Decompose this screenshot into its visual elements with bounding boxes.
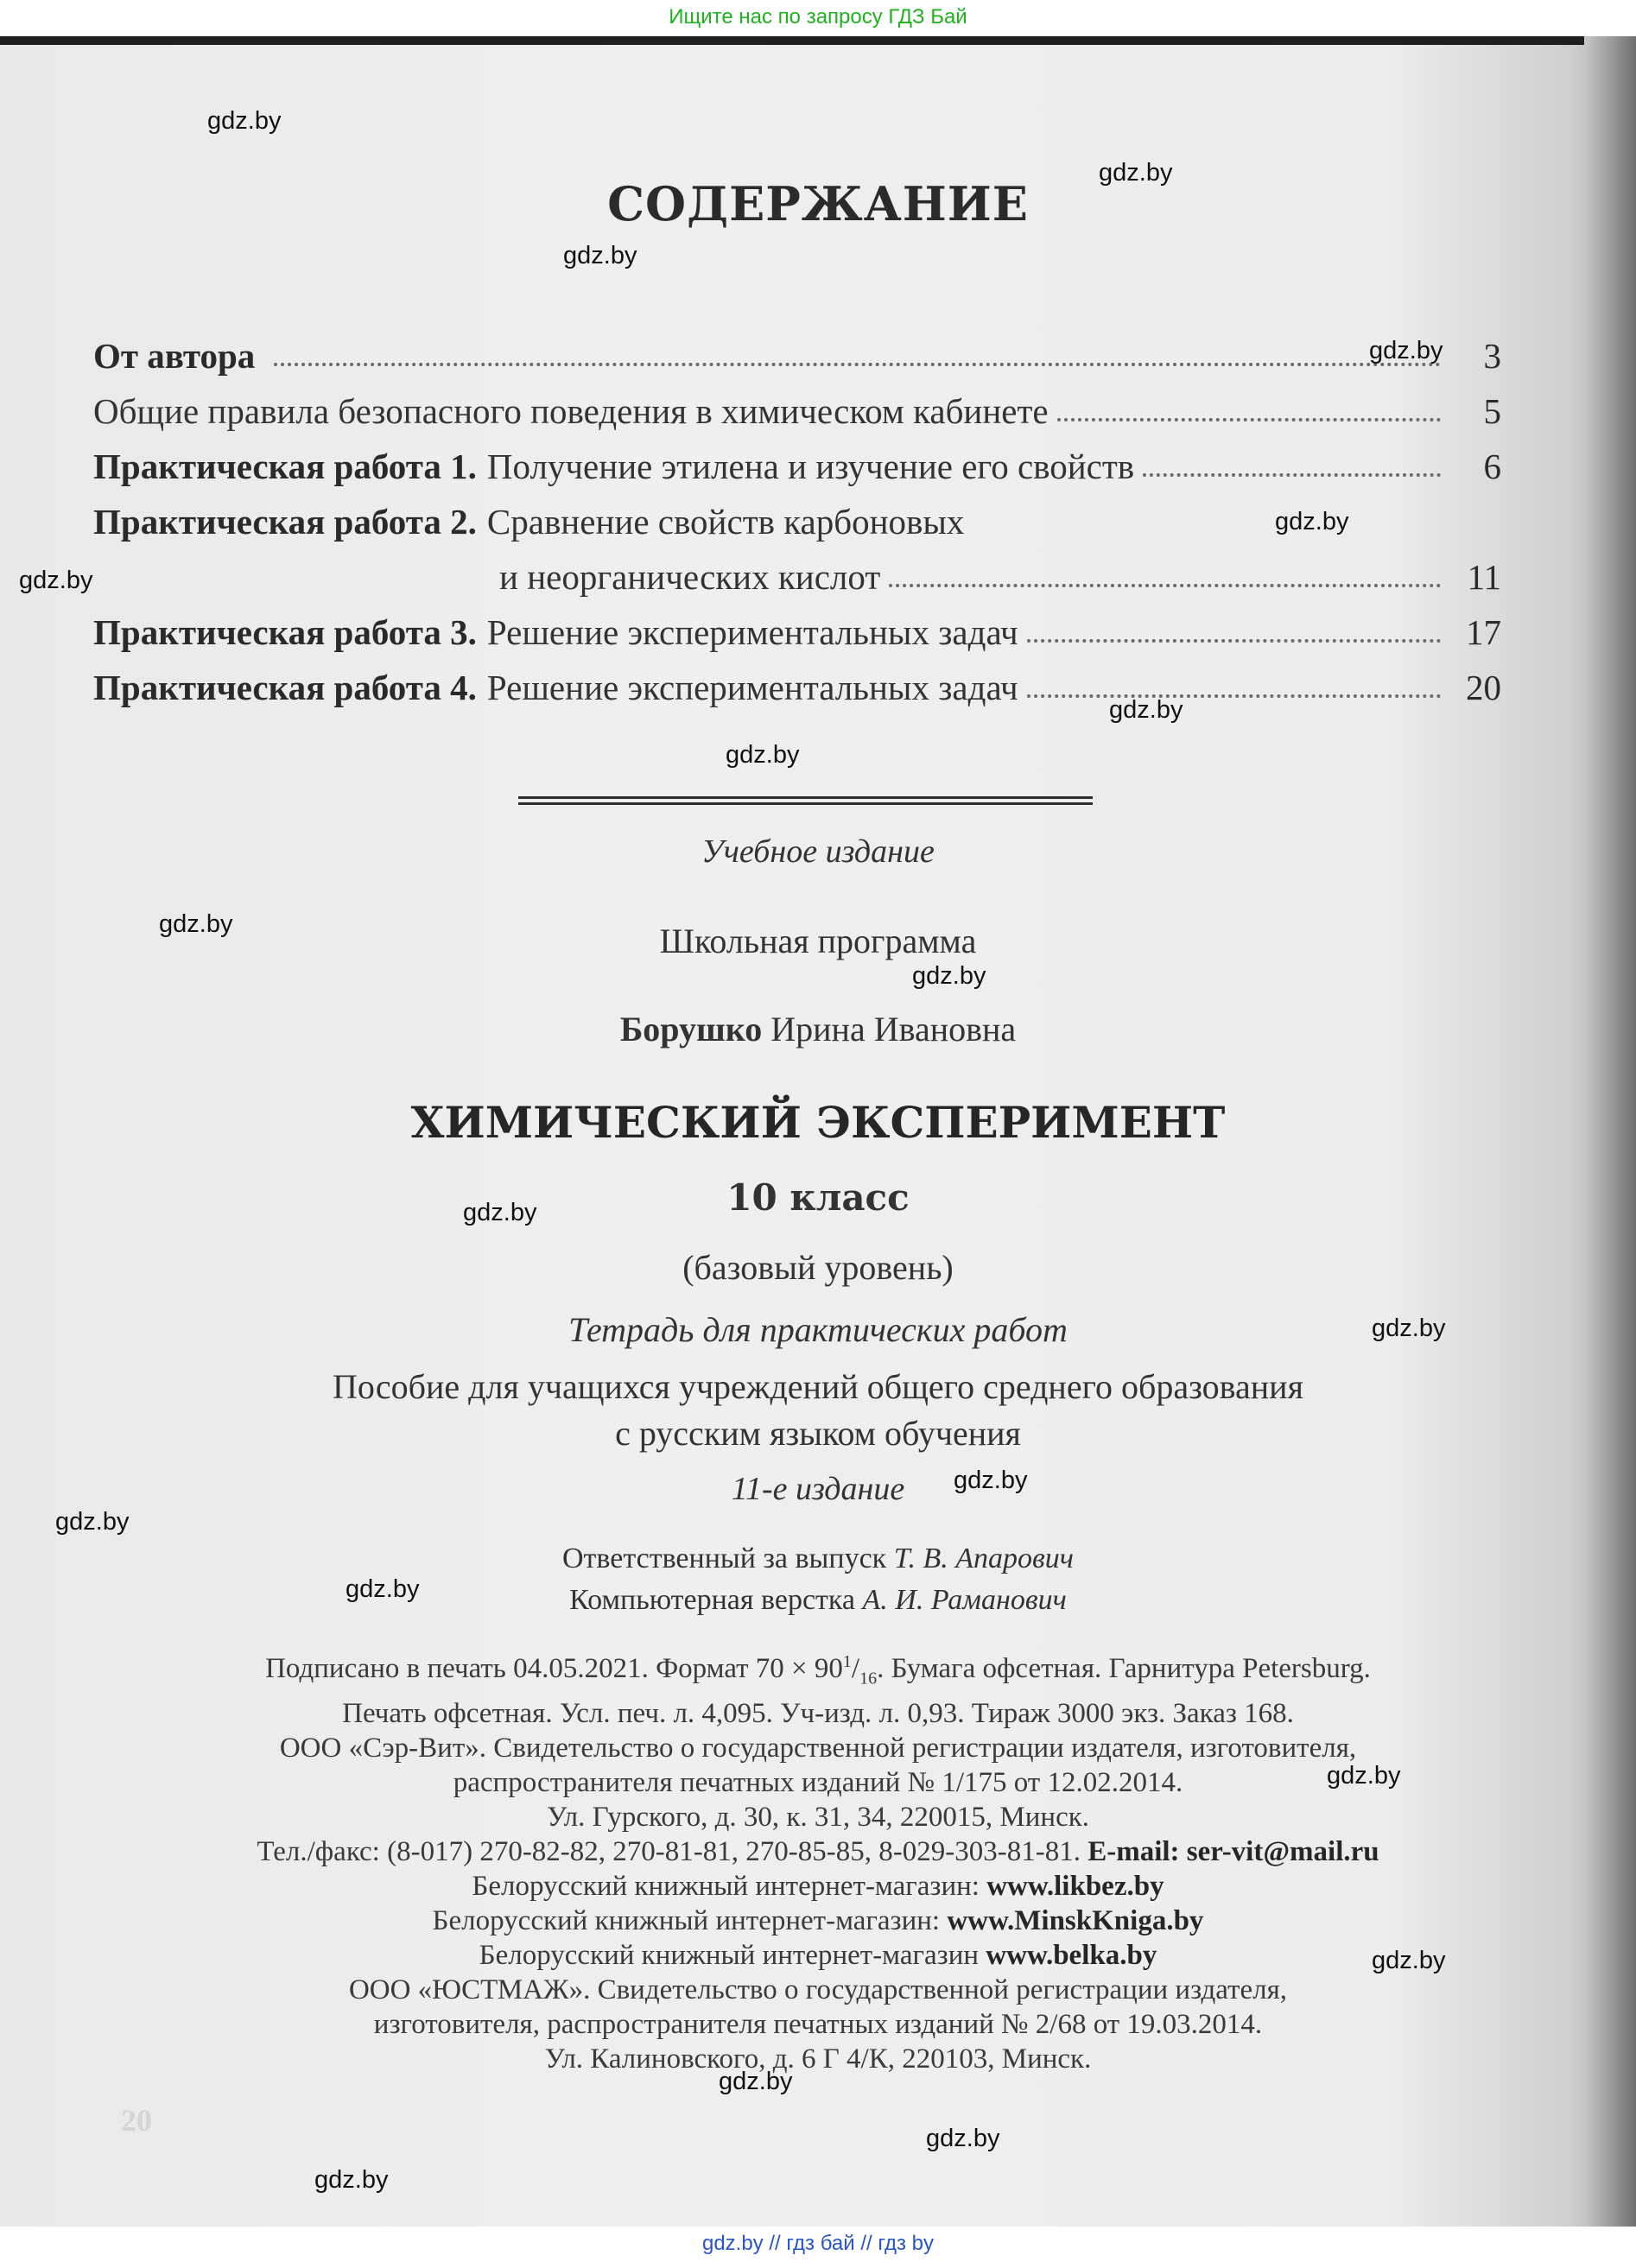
imprint-line: распространителя печатных изданий № 1/175 от 12.02.2014. — [453, 1766, 1183, 1798]
toc-entry-title: Сравнение свойств карбоновых — [486, 502, 965, 542]
imprint-text: Подписано в печать 04.05.2021. Формат 70 × 90 — [265, 1653, 843, 1684]
contents-heading: СОДЕРЖАНИЕ — [607, 176, 1029, 231]
toc-entry — [93, 321, 1501, 377]
responsible-name: Т. В. Апарович — [893, 1543, 1074, 1574]
imprint-text: . Бумага офсетная. Гарнитура Petersburg. — [877, 1653, 1371, 1684]
double-rule-divider — [518, 796, 1093, 805]
imprint-text: Белорусский книжный интернет-магазин: — [432, 1904, 941, 1936]
imprint-sub: 16 — [859, 1669, 878, 1688]
author-surname: Борушко — [619, 1010, 763, 1048]
toc-entry — [93, 598, 1501, 653]
series-name: Школьная программа — [659, 922, 977, 960]
toc-page-number: 17 — [1466, 612, 1501, 652]
toc-page-number: 5 — [1483, 391, 1501, 431]
toc-page-number: 3 — [1483, 336, 1501, 376]
author — [0, 1009, 1636, 1049]
purpose-line-1: Пособие для учащихся учреждений общего среднего образования — [333, 1367, 1303, 1406]
edition-type: Учебное издание — [701, 833, 935, 870]
imprint-text: Тел./факс: (8-017) 270-82-82, 270-81-81, 270-85-85, 8-029-303-81-81. — [257, 1835, 1081, 1867]
toc-bold-label: Практическая работа 2. — [93, 502, 477, 542]
imprint-line — [0, 1904, 1636, 1938]
layout-line — [0, 1584, 1636, 1617]
toc-bold-label: Практическая работа 1. — [93, 447, 477, 486]
watermark: gdz.by — [1327, 1762, 1401, 1790]
imprint-line: Ул. Гурского, д. 30, к. 31, 34, 220015, Минск. — [546, 1801, 1090, 1833]
imprint-line: Подписано в печать 04.05.2021. Формат $70 \times 90^1/_{16}$. Бумага офсетная. Гарнитура Petersburg. — [265, 1652, 1371, 1688]
imprint-block — [0, 1644, 1636, 2076]
layout-name: А. И. Раманович — [862, 1584, 1067, 1616]
toc-entry-title: Решение экспериментальных задач — [486, 612, 1018, 652]
responsible-label: Ответственный за выпуск — [562, 1543, 887, 1574]
imprint-line: Печать офсетная. Усл. печ. л. 4,095. Уч-изд. л. 0,93. Тираж 3000 экз. Заказ 168. — [342, 1697, 1294, 1729]
imprint-sup: 1 — [842, 1652, 852, 1671]
toc-entry-title: Решение экспериментальных задач — [486, 668, 1018, 707]
watermark: gdz.by — [912, 962, 986, 990]
grade: 10 класс — [726, 1176, 910, 1219]
toc-leader-dots — [1027, 694, 1441, 698]
watermark: gdz.by — [207, 107, 282, 135]
toc-page-number: 20 — [1466, 668, 1501, 707]
toc-entry-title: Общие правила безопасного поведения в химическом кабинете — [93, 391, 1049, 431]
watermark: gdz.by — [55, 1508, 130, 1536]
toc-leader-dots — [1143, 473, 1441, 477]
watermark: gdz.by — [726, 741, 800, 769]
toc-entry — [93, 653, 1501, 708]
toc-page-number: 6 — [1483, 447, 1501, 486]
watermark: gdz.by — [159, 910, 233, 938]
toc-bold-label: Практическая работа 3. — [93, 612, 477, 652]
toc-leader-dots — [1057, 418, 1441, 421]
shop-link[interactable]: www.likbez.by — [986, 1870, 1164, 1902]
layout-label: Компьютерная верстка — [569, 1584, 856, 1616]
toc-leader-dots — [889, 584, 1441, 587]
toc-page-number: 11 — [1467, 557, 1501, 597]
toc-leader-dots — [274, 363, 1441, 366]
toc-leader-dots — [1027, 639, 1441, 643]
page-top-edge — [0, 36, 1589, 45]
top-banner[interactable]: Ищите нас по запросу ГДЗ Бай — [0, 0, 1636, 36]
purpose-line-2: с русским языком обучения — [615, 1414, 1021, 1453]
imprint-line: ООО «Сэр-Вит». Свидетельство о государственной регистрации издателя, изготовителя, — [279, 1732, 1357, 1764]
imprint-line: изготовителя, распространителя печатных изданий № 2/68 от 19.03.2014. — [373, 2008, 1263, 2040]
watermark: gdz.by — [1372, 1947, 1446, 1974]
toc-entry-title: Получение этилена и изучение его свойств — [486, 447, 1135, 486]
faint-page-number: 20 — [121, 2103, 152, 2138]
toc-entry — [93, 432, 1501, 487]
watermark: gdz.by — [314, 2166, 389, 2194]
imprint-text: Белорусский книжный интернет-магазин — [479, 1939, 980, 1971]
level: (базовый уровень) — [682, 1248, 954, 1287]
imprint-text: Белорусский книжный интернет-магазин: — [472, 1870, 980, 1902]
responsible-line — [0, 1543, 1636, 1575]
toc-bold-label: Практическая работа 4. — [93, 668, 477, 707]
footer-links[interactable]: gdz.by // гдз бай // гдз by — [701, 2232, 935, 2255]
toc-entry — [93, 377, 1501, 432]
subtitle: Тетрадь для практических работ — [568, 1310, 1068, 1349]
watermark: gdz.by — [463, 1199, 537, 1226]
watermark: gdz.by — [1372, 1315, 1446, 1342]
watermark: gdz.by — [19, 567, 93, 594]
watermark: gdz.by — [563, 242, 637, 269]
toc-bold-label: От автора — [93, 336, 256, 376]
book-title: ХИМИЧЕСКИЙ ЭКСПЕРИМЕНТ — [410, 1097, 1226, 1148]
toc-entry-title: и неорганических кислот — [499, 557, 881, 597]
imprint-line — [0, 1834, 1636, 1869]
watermark: gdz.by — [1109, 696, 1183, 724]
watermark: gdz.by — [1275, 508, 1349, 535]
watermark: gdz.by — [1369, 337, 1443, 364]
toc-entry-continuation — [93, 542, 1501, 598]
edition-number: 11-е издание — [731, 1471, 905, 1507]
email-link[interactable]: E-mail: ser-vit@mail.ru — [1087, 1835, 1379, 1867]
shop-link[interactable]: www.MinskKniga.by — [947, 1904, 1204, 1936]
watermark: gdz.by — [346, 1575, 420, 1603]
watermark: gdz.by — [719, 2068, 793, 2095]
watermark: gdz.by — [926, 2125, 1000, 2152]
author-names: Ирина Ивановна — [770, 1010, 1017, 1048]
watermark: gdz.by — [954, 1467, 1028, 1494]
imprint-line: ООО «ЮСТМАЖ». Свидетельство о государственной регистрации издателя, — [348, 1973, 1288, 2005]
imprint-line — [0, 1869, 1636, 1904]
shop-link[interactable]: www.belka.by — [986, 1939, 1157, 1971]
watermark: gdz.by — [1099, 159, 1173, 187]
imprint-line: Ул. Калиновского, д. 6 Г 4/К, 220103, Минск. — [544, 2043, 1092, 2075]
